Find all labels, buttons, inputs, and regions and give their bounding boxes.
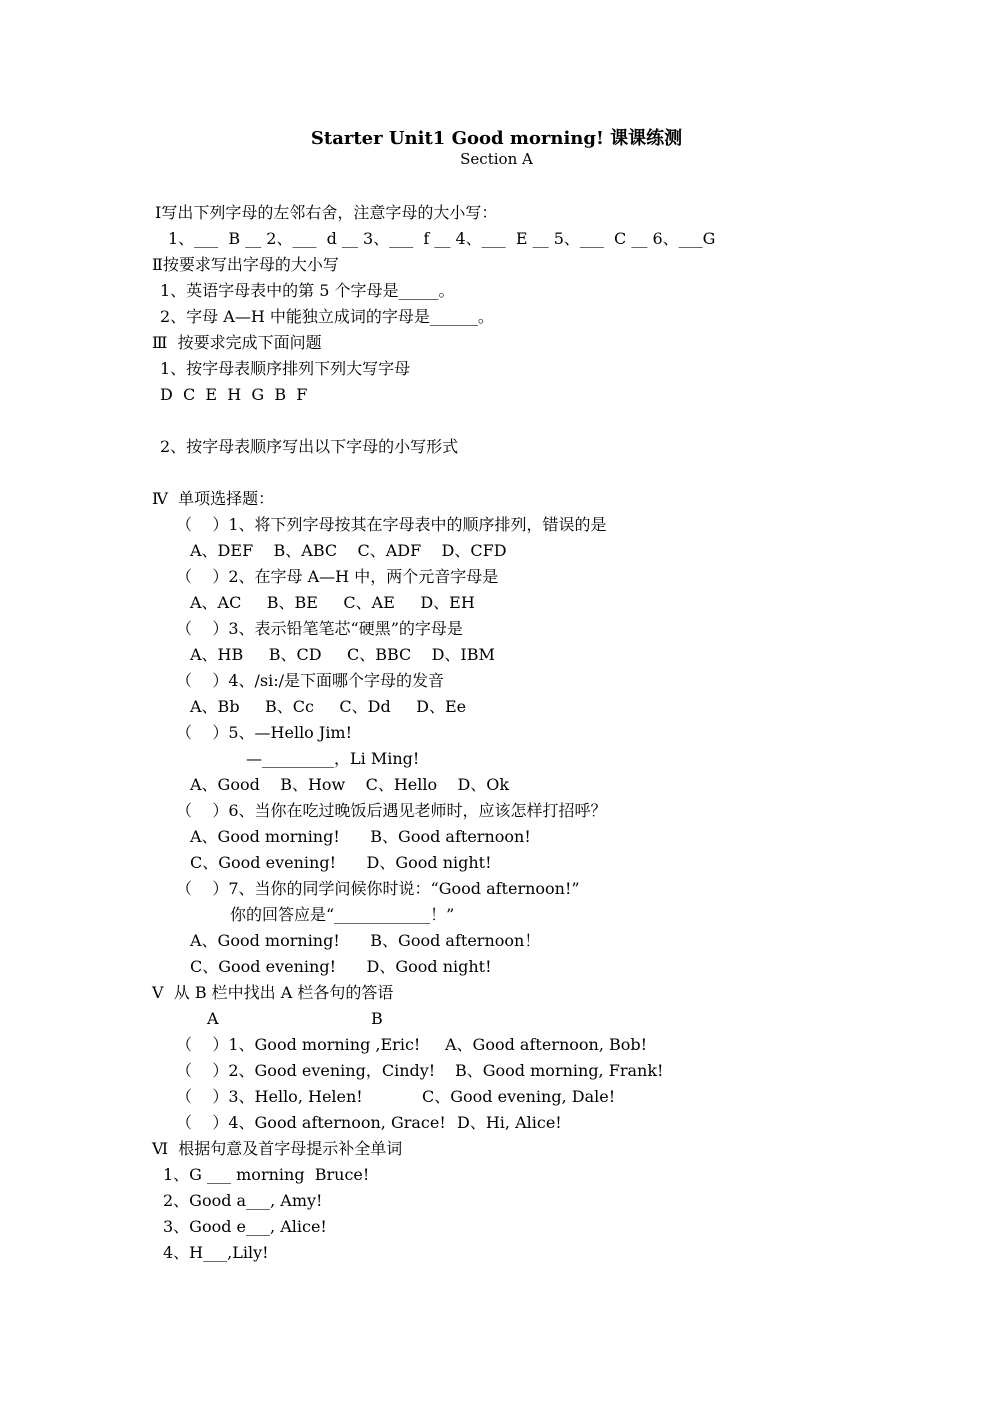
fill-item: 2、Good a___, Amy!: [163, 1191, 323, 1210]
match-item-b: D、Hi, Alice!: [457, 1113, 562, 1132]
section-5-heading: Ⅴ 从 B 栏中找出 A 栏各句的答语: [152, 983, 394, 1002]
mc-question: （ ）2、在字母 A—H 中，两个元音字母是: [176, 567, 499, 586]
section-3-question: 2、按字母表顺序写出以下字母的小写形式: [160, 437, 459, 456]
mc-options: A、DEF B、ABC C、ADF D、CFD: [190, 541, 507, 560]
section-2-question: 1、英语字母表中的第 5 个字母是_____。: [160, 281, 455, 300]
page-subtitle: Section A: [460, 150, 533, 168]
mc-question: （ ）1、将下列字母按其在字母表中的顺序排列，错误的是: [176, 515, 607, 534]
mc-options: A、AC B、BE C、AE D、EH: [190, 593, 475, 612]
mc-question-continued: 你的回答应是“____________！”: [230, 905, 455, 924]
mc-options: A、Bb B、Cc C、Dd D、Ee: [190, 697, 467, 716]
match-item-a: （ ）4、Good afternoon, Grace!: [176, 1113, 446, 1132]
fill-item: 3、Good e___, Alice!: [163, 1217, 327, 1236]
mc-options: A、Good morning! B、Good afternoon！: [190, 931, 541, 950]
match-item-a: （ ）2、Good evening，Cindy!: [176, 1061, 436, 1080]
column-b-label: B: [371, 1009, 383, 1028]
mc-options: A、Good morning! B、Good afternoon!: [190, 827, 531, 846]
mc-options: A、Good B、How C、Hello D、Ok: [190, 775, 510, 794]
section-1-item: 1、___ B __ 2、___ d __ 3、___ f __ 4、___ E __ 5、___ C __ 6、___G: [168, 229, 716, 248]
column-a-label: A: [207, 1009, 219, 1028]
fill-item: 4、H___,Lily!: [163, 1243, 269, 1262]
mc-question: （ ）7、当你的同学问候你时说：“Good afternoon!”: [176, 879, 580, 898]
mc-options: C、Good evening! D、Good night!: [190, 853, 492, 872]
match-item-b: A、Good afternoon, Bob!: [445, 1035, 648, 1054]
section-6-heading: Ⅵ 根据句意及首字母提示补全单词: [152, 1139, 403, 1158]
mc-options: A、HB B、CD C、BBC D、IBM: [190, 645, 495, 664]
mc-options: C、Good evening! D、Good night!: [190, 957, 492, 976]
mc-question: （ ）4、/si:/是下面哪个字母的发音: [176, 671, 445, 690]
page-title: Starter Unit1 Good morning! 课课练测: [310, 128, 683, 149]
section-2-heading: Ⅱ按要求写出字母的大小写: [152, 255, 339, 274]
section-3-question: 1、按字母表顺序排列下列大写字母: [160, 359, 411, 378]
section-1-heading: Ⅰ写出下列字母的左邻右舍，注意字母的大小写：: [155, 203, 498, 222]
mc-question: （ ）5、—Hello Jim!: [176, 723, 353, 742]
mc-question: （ ）6、当你在吃过晚饭后遇见老师时，应该怎样打招呼？: [176, 801, 607, 820]
match-item-b: B、Good morning, Frank!: [455, 1061, 664, 1080]
mc-question-continued: —_________，Li Ming!: [246, 749, 420, 768]
fill-item: 1、G ___ morning Bruce!: [163, 1165, 370, 1184]
match-item-b: C、Good evening, Dale!: [422, 1087, 616, 1106]
section-4-heading: Ⅳ 单项选择题：: [152, 489, 275, 508]
section-2-question: 2、字母 A—H 中能独立成词的字母是______。: [160, 307, 494, 326]
match-item-a: （ ）1、Good morning ,Eric!: [176, 1035, 421, 1054]
match-item-a: （ ）3、Hello, Helen!: [176, 1087, 363, 1106]
section-3-letters: D C E H G B F: [160, 385, 308, 404]
mc-question: （ ）3、表示铅笔笔芯“硬黑”的字母是: [176, 619, 463, 638]
section-3-heading: Ⅲ 按要求完成下面问题: [152, 333, 322, 352]
